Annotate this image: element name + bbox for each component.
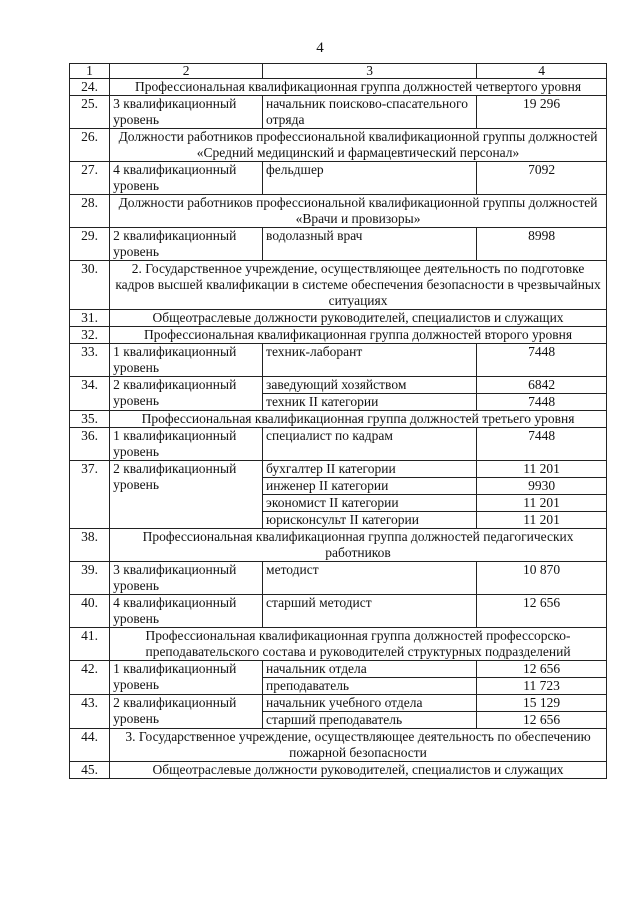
salary-value: 11 201 — [477, 495, 607, 512]
group-heading: Профессиональная квалификационная группа должностей профессорско-преподавательского состава и руководителей структурных подразделений — [110, 628, 607, 661]
row-number: 35. — [70, 411, 110, 428]
qualification-level: 3 квалификационный уровень — [110, 96, 263, 129]
position-name: инженер II категории — [263, 478, 477, 495]
row-number: 31. — [70, 310, 110, 327]
table-row — [70, 310, 607, 327]
table-row — [70, 344, 607, 377]
header-cell-2: 2 — [110, 64, 263, 79]
salary-value: 12 656 — [477, 661, 607, 678]
row-number: 33. — [70, 344, 110, 377]
table-row — [70, 327, 607, 344]
salary-value: 19 296 — [477, 96, 607, 129]
row-number: 38. — [70, 529, 110, 562]
group-heading: Профессиональная квалификационная группа должностей третьего уровня — [110, 411, 607, 428]
position-name: водолазный врач — [263, 228, 477, 261]
row-number: 34. — [70, 377, 110, 411]
header-cell-4: 4 — [477, 64, 607, 79]
table-row — [70, 529, 607, 562]
header-cell-3: 3 — [263, 64, 477, 79]
salary-value: 15 129 — [477, 695, 607, 712]
header-cell-1: 1 — [70, 64, 110, 79]
qualification-level: 2 квалификационный уровень — [110, 461, 263, 529]
row-number: 28. — [70, 195, 110, 228]
table-row — [70, 96, 607, 129]
table-row — [70, 195, 607, 228]
table-row — [70, 595, 607, 628]
salary-value: 8998 — [477, 228, 607, 261]
group-heading: Должности работников профессиональной квалификационной группы должностей «Врачи и провизоры» — [110, 195, 607, 228]
position-name: техник-лаборант — [263, 344, 477, 377]
position-name: специалист по кадрам — [263, 428, 477, 461]
group-heading: Профессиональная квалификационная группа должностей второго уровня — [110, 327, 607, 344]
row-number: 27. — [70, 162, 110, 195]
row-number: 30. — [70, 261, 110, 310]
salary-value: 12 656 — [477, 712, 607, 729]
table-row — [70, 695, 607, 712]
qualification-level: 3 квалификационный уровень — [110, 562, 263, 595]
table-row — [70, 628, 607, 661]
row-number: 26. — [70, 129, 110, 162]
group-heading: Профессиональная квалификационная группа должностей педагогических работников — [110, 529, 607, 562]
table-row — [70, 377, 607, 394]
group-heading: Общеотраслевые должности руководителей, специалистов и служащих — [110, 762, 607, 779]
position-name: юрисконсульт II категории — [263, 512, 477, 529]
table-row — [70, 762, 607, 779]
table-row — [70, 428, 607, 461]
table-row — [70, 261, 607, 310]
qualification-level: 4 квалификационный уровень — [110, 595, 263, 628]
page-number: 4 — [316, 40, 324, 56]
row-number: 41. — [70, 628, 110, 661]
salary-value: 6842 — [477, 377, 607, 394]
position-name: старший методист — [263, 595, 477, 628]
qualification-level: 2 квалификационный уровень — [110, 228, 263, 261]
table-row — [70, 228, 607, 261]
table-header-row — [70, 64, 607, 79]
row-number: 39. — [70, 562, 110, 595]
table-row — [70, 661, 607, 678]
position-name: начальник учебного отдела — [263, 695, 477, 712]
position-name: фельдшер — [263, 162, 477, 195]
salary-value: 11 723 — [477, 678, 607, 695]
row-number: 25. — [70, 96, 110, 129]
group-heading: Общеотраслевые должности руководителей, специалистов и служащих — [110, 310, 607, 327]
qualification-level: 2 квалификационный уровень — [110, 695, 263, 729]
table-row — [70, 162, 607, 195]
row-number: 40. — [70, 595, 110, 628]
row-number: 29. — [70, 228, 110, 261]
salary-value: 9930 — [477, 478, 607, 495]
row-number: 32. — [70, 327, 110, 344]
position-name: экономист II категории — [263, 495, 477, 512]
qualification-level: 1 квалификационный уровень — [110, 428, 263, 461]
row-number: 36. — [70, 428, 110, 461]
salary-value: 11 201 — [477, 512, 607, 529]
salary-table — [69, 63, 607, 779]
table-row — [70, 411, 607, 428]
row-number: 44. — [70, 729, 110, 762]
row-number: 24. — [70, 79, 110, 96]
position-name: старший преподаватель — [263, 712, 477, 729]
salary-value: 10 870 — [477, 562, 607, 595]
table-row — [70, 461, 607, 478]
group-heading: Профессиональная квалификационная группа должностей четвертого уровня — [110, 79, 607, 96]
salary-value: 7448 — [477, 428, 607, 461]
position-name: преподаватель — [263, 678, 477, 695]
position-name: методист — [263, 562, 477, 595]
salary-value: 7448 — [477, 394, 607, 411]
row-number: 45. — [70, 762, 110, 779]
position-name: бухгалтер II категории — [263, 461, 477, 478]
table-row — [70, 79, 607, 96]
table-row — [70, 129, 607, 162]
table-row — [70, 729, 607, 762]
position-name: начальник отдела — [263, 661, 477, 678]
qualification-level: 1 квалификационный уровень — [110, 344, 263, 377]
qualification-level: 2 квалификационный уровень — [110, 377, 263, 411]
salary-value: 11 201 — [477, 461, 607, 478]
position-name: заведующий хозяйством — [263, 377, 477, 394]
group-heading: Должности работников профессиональной квалификационной группы должностей «Средний медицинский и фармацевтический персонал» — [110, 129, 607, 162]
position-name: техник II категории — [263, 394, 477, 411]
salary-value: 12 656 — [477, 595, 607, 628]
row-number: 42. — [70, 661, 110, 695]
salary-value: 7448 — [477, 344, 607, 377]
qualification-level: 1 квалификационный уровень — [110, 661, 263, 695]
row-number: 37. — [70, 461, 110, 529]
salary-value: 7092 — [477, 162, 607, 195]
position-name: начальник поисково-спасательного отряда — [263, 96, 477, 129]
section-heading: 2. Государственное учреждение, осуществляющее деятельность по подготовке кадров высшей квалификации в системе обеспечения безопасности в чрезвычайных ситуациях — [110, 261, 607, 310]
section-heading: 3. Государственное учреждение, осуществляющее деятельность по обеспечению пожарной безопасности — [110, 729, 607, 762]
table-row — [70, 562, 607, 595]
qualification-level: 4 квалификационный уровень — [110, 162, 263, 195]
row-number: 43. — [70, 695, 110, 729]
